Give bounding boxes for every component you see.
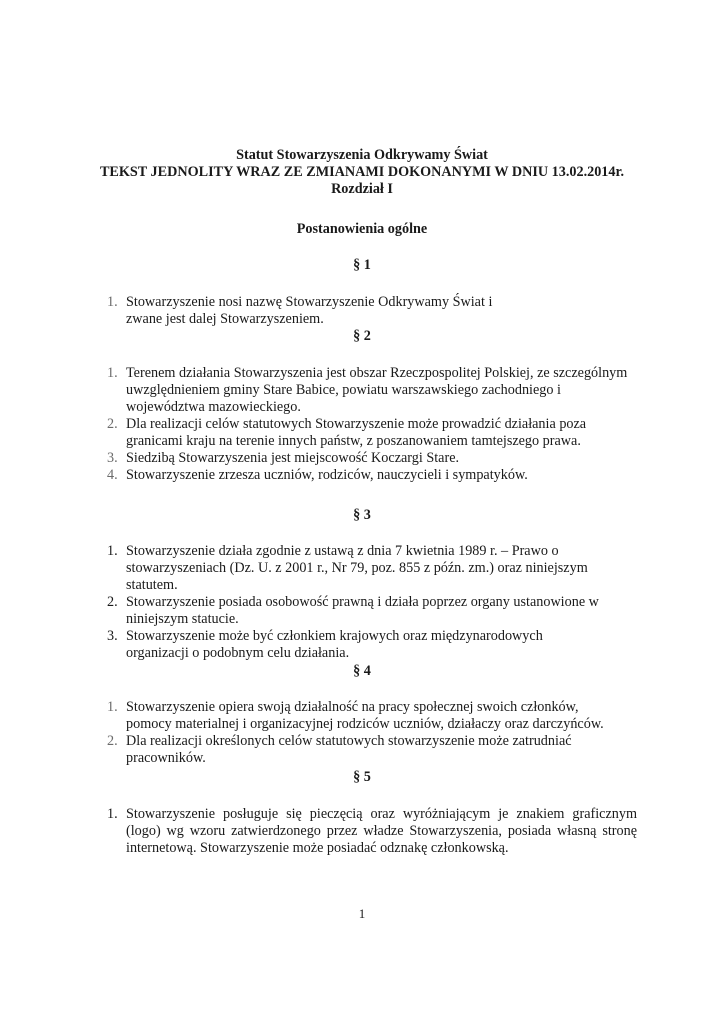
item-text: Dla realizacji celów statutowych Stowarzyszenie może prowadzić działania poza granicami kraju na terenie innych państw, z poszanowaniem tamtejszego prawa. <box>126 416 587 449</box>
item-number: 2. <box>107 416 118 432</box>
page-number: 1 <box>358 906 366 921</box>
item-number: 2. <box>107 733 118 749</box>
paragraph-label: § 2 <box>353 328 371 344</box>
list-item <box>107 543 607 594</box>
list-item <box>107 450 637 467</box>
paragraph-label: § 1 <box>353 257 371 273</box>
item-text: Stowarzyszenie posiada osobowość prawną i działa poprzez organy ustanowione w niniejszym statucie. <box>126 594 599 627</box>
paragraph-4-list <box>107 699 627 767</box>
list-item <box>107 733 627 767</box>
list-item <box>107 467 637 484</box>
paragraph-2-list <box>107 365 637 484</box>
list-item <box>107 628 607 662</box>
list-item <box>107 416 637 450</box>
item-text: Stowarzyszenie zrzesza uczniów, rodziców, nauczycieli i sympatyków. <box>126 467 528 483</box>
paragraph-5-list <box>107 806 637 857</box>
item-text: Stowarzyszenie posługuje się pieczęcią oraz wyróżniającym je znakiem graficznym (logo) wg wzoru zatwierdzonego przez władze Stowarzyszenia, posiada własną stronę internetową. Stowarzyszenie może posiadać odznakę członkowską. <box>126 806 637 856</box>
item-number: 1. <box>107 699 118 715</box>
section-title: Postanowienia ogólne <box>296 221 428 237</box>
item-number: 1. <box>107 365 118 381</box>
item-number: 1. <box>107 543 118 559</box>
item-text: Stowarzyszenie opiera swoją działalność na pracy społecznej swoich członków, pomocy materialnej i organizacyjnej rodziców uczniów, działaczy oraz darczyńców. <box>126 699 604 732</box>
paragraph-label: § 4 <box>353 663 371 679</box>
item-number: 2. <box>107 594 118 610</box>
document-subtitle: TEKST JEDNOLITY WRAZ ZE ZMIANAMI DOKONANYMI W DNIU 13.02.2014r. <box>99 164 625 180</box>
list-item <box>107 294 507 328</box>
item-text: Stowarzyszenie nosi nazwę Stowarzyszenie Odkrywamy Świat i zwane jest dalej Stowarzyszeniem. <box>126 294 493 327</box>
list-item <box>107 699 627 733</box>
chapter-heading: Rozdział I <box>331 181 393 197</box>
item-number: 4. <box>107 467 118 483</box>
item-text: Siedzibą Stowarzyszenia jest miejscowość Koczargi Stare. <box>126 450 460 466</box>
item-text: Dla realizacji określonych celów statutowych stowarzyszenie może zatrudniać pracowników. <box>126 733 572 766</box>
paragraph-3-list <box>107 543 607 662</box>
item-text: Terenem działania Stowarzyszenia jest obszar Rzeczpospolitej Polskiej, ze szczególnym uwzględnieniem gminy Stare Babice, powiatu warszawskiego zachodniego i województwa mazowieckiego. <box>126 365 628 415</box>
paragraph-1-list <box>107 294 507 328</box>
item-number: 3. <box>107 450 118 466</box>
item-text: Stowarzyszenie może być członkiem krajowych oraz międzynarodowych organizacji o podobnym celu działania. <box>126 628 543 661</box>
item-number: 1. <box>107 294 118 310</box>
item-number: 1. <box>107 806 118 822</box>
list-item <box>107 594 607 628</box>
item-number: 3. <box>107 628 118 644</box>
paragraph-label: § 3 <box>353 507 371 523</box>
list-item <box>107 806 637 857</box>
paragraph-label: § 5 <box>353 769 371 785</box>
list-item <box>107 365 637 416</box>
item-text: Stowarzyszenie działa zgodnie z ustawą z dnia 7 kwietnia 1989 r. – Prawo o stowarzyszeniach (Dz. U. z 2001 r., Nr 79, poz. 855 z późn. zm.) oraz niniejszym statutem. <box>126 543 588 593</box>
document-title: Statut Stowarzyszenia Odkrywamy Świat <box>236 147 488 163</box>
